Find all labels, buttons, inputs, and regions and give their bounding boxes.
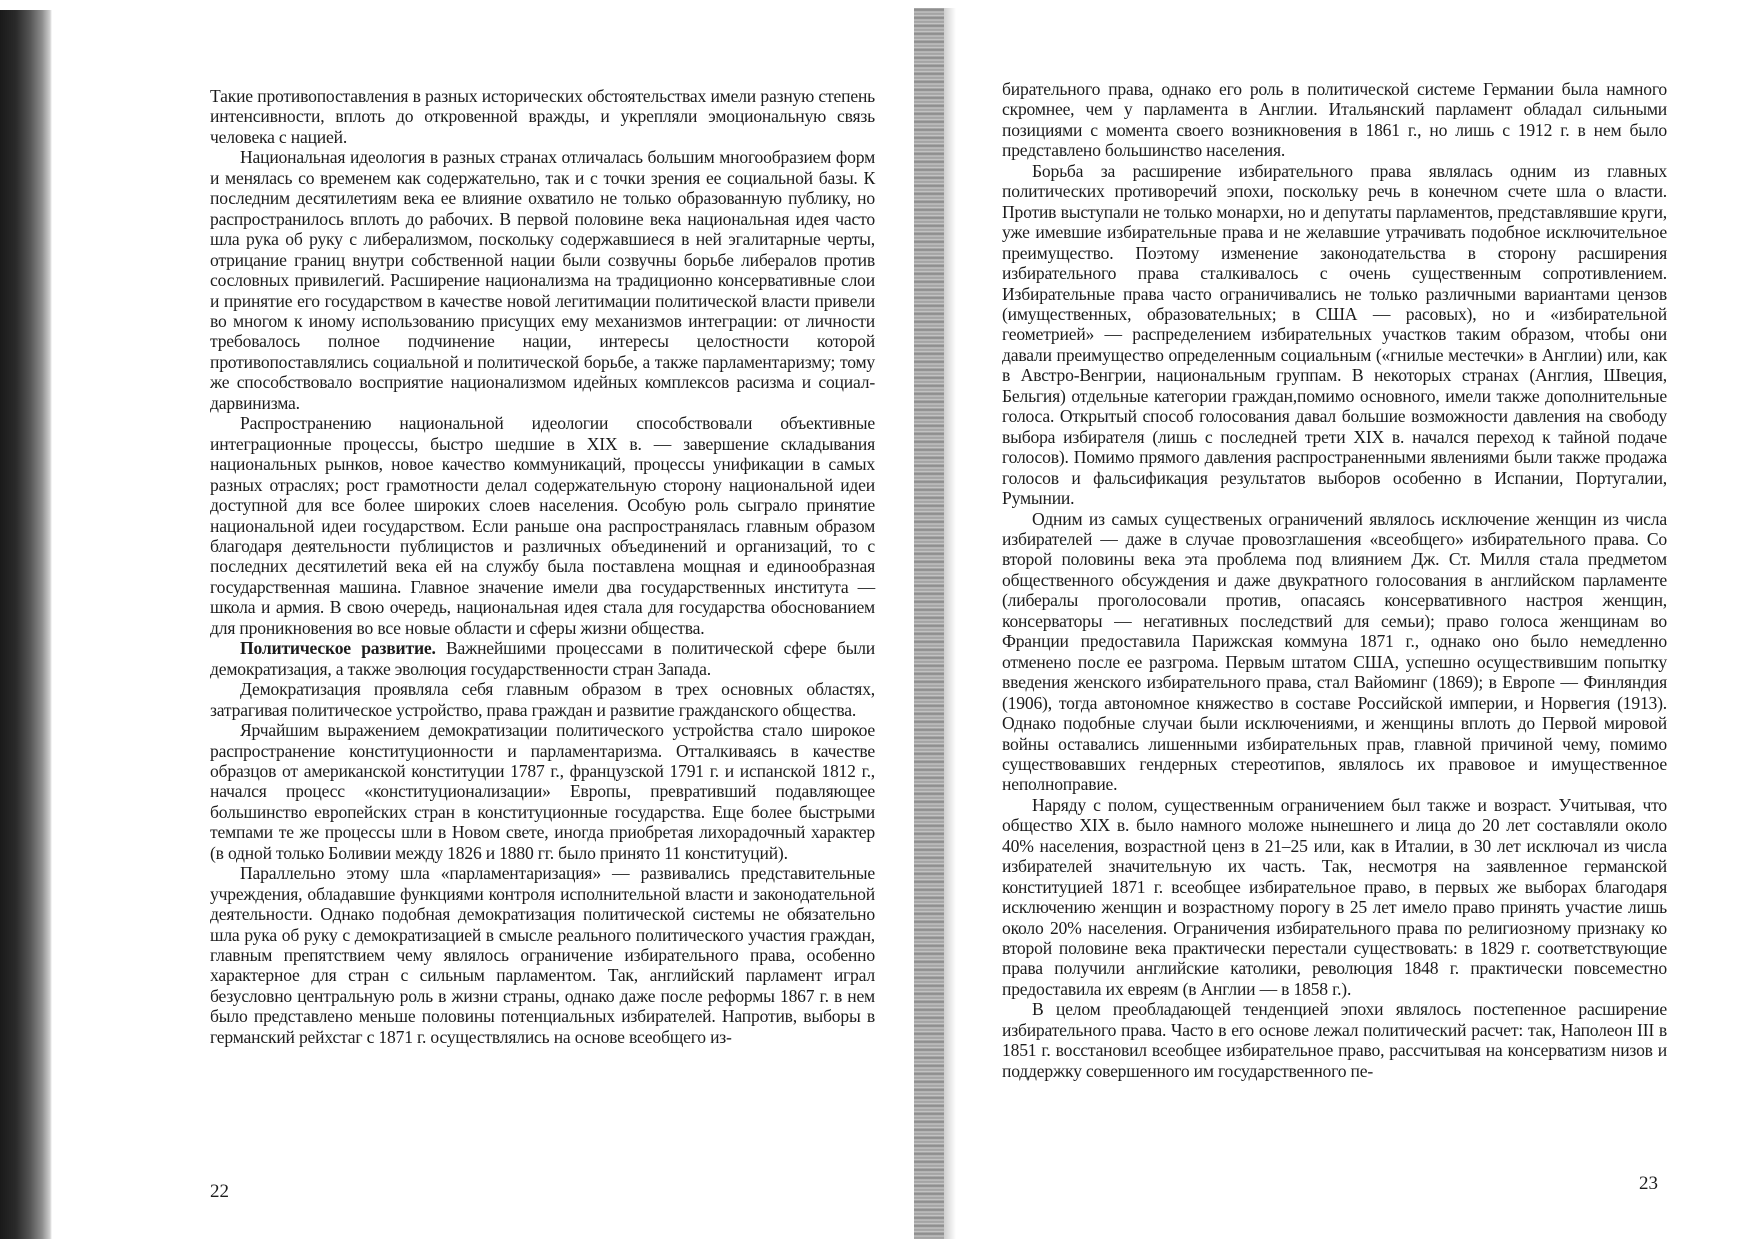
- right-text-column: [1002, 79, 1667, 1081]
- left-text-column: [210, 86, 875, 1047]
- paragraph: В целом преобладающей тенденцией эпохи являлось постепенное расширение избирательного права. Часто в его основе лежал политический расчет: так, Наполеон III в 1851 г. восстановил всеобщее избирательное право, рассчитывая на консерватизм низов и поддержку совершенного им государственного пе-: [1002, 999, 1667, 1081]
- paragraph: Борьба за расширение избирательного права являлась одним из главных политических противоречий эпохи, поскольку речь в конечном счете шла о власти. Против выступали не только монархи, но и депутаты парламентов, представлявшие круги, уже имевшие избирательные права и не желавшие утрачивать подобное исключительное преимущество. Поэтому изменение законодательства в сторону расширения избирательного права сталкивалось с очень существенным сопротивлением. Избирательные права часто ограничивались не только различными вариантами цензов (имущественных, образовательных; в США — расовых), но и «избирательной геометрией» — распределением избирательных участков таким образом, чтобы они давали преимущество определенным социальным («гнилые местечки» в Англии) или, как в Австро-Венгрии, национальным группам. В некоторых странах (Англия, Швеция, Бельгия) отдельные категории граждан,помимо основного, имели также дополнительные голоса. Открытый способ голосования давал большие возможности давления на свободу выбора избирателя (лишь с последней трети XIX в. начался переход к тайной подаче голосов). Помимо прямого давления распространенными явлениями были также продажа голосов и фальсификация результатов выборов особенно в Испании, Португалии, Румынии.: [1002, 160, 1667, 509]
- paragraph: бирательного права, однако его роль в политической системе Германии была намного скромнее, чем у парламента в Англии. Итальянский парламент обладал сильными позициями с момента своего возникновения в 1861 г., но лишь с 1912 г. в нем было представлено большинство населения.: [1002, 79, 1667, 161]
- left-page: [52, 0, 914, 1239]
- paragraph: Одним из самых существеных ограничений являлось исключение женщин из числа избирателей — даже в случае провозглашения «всеобщего» избирательного права. Со второй половины века эта проблема под влиянием Дж. Ст. Милля стала предметом общественного обсуждения и даже двукратного голосования в английском парламенте (либералы проголосовали против, опасаясь консервативного настроя женщин, консерваторы — негативных последствий для семьи); право голоса женщинам во Франции предоставила Парижская коммуна 1871 г., однако оно было немедленно отменено после ее разгрома. Первым штатом США, успешно осуществившим попытку введения женского избирательного права, стал Вайоминг (1869); в Европе — Финляндия (1906), тогда автономное княжество в составе Российской империи, и Норвегия (1913). Однако подобные случаи были исключениями, и женщины вплоть до Первой мировой войны оставались лишенными избирательных прав, главной причиной чему, помимо существовавших гендерных стереотипов, являлось их правовое и имущественное неполноправие.: [1002, 508, 1667, 795]
- page-number-right: 23: [1639, 1173, 1658, 1194]
- right-page: [956, 0, 1754, 1239]
- paragraph: Демократизация проявляла себя главным образом в трех основных областях, затрагивая политическое устройство, права граждан и развитие гражданского общества.: [210, 679, 875, 720]
- paragraph: Параллельно этому шла «парламентаризация» — развивались представительные учреждения, обладавшие функциями контроля исполнительной власти и законодательной деятельности. Однако подобная демократизация политической системы не обязательно шла рука об руку с демократизацией в смысле реального политического участия граждан, главным препятствием чему являлось ограничение избирательного права, особенно характерное для стран с сильным парламентом. Так, английский парламент играл безусловно центральную роль в жизни страны, однако даже после реформы 1867 г. в нем было представлено меньше половины потенциальных избирателей. Напротив, выборы в германский рейхстаг с 1871 г. осуществлялись на основе всеобщего из-: [210, 863, 875, 1047]
- section-heading: Политическое развитие.: [240, 638, 436, 659]
- paragraph: Ярчайшим выражением демократизации политического устройства стало широкое распространение конституционности и парламентаризма. Отталкиваясь в качестве образцов от американской конституции 1787 г., французской 1791 г. и испанской 1812 г., начался процесс «конституционализации» Европы, превративший подавляющее большинство европейских стран в конституционные государства. Еще более быстрыми темпами те же процессы шли в Новом свете, иногда приобретая лихорадочный характер (в одной только Боливии между 1826 и 1880 гг. было принято 11 конституций).: [210, 720, 875, 863]
- scan-shadow-left: [0, 10, 52, 1239]
- paragraph: Наряду с полом, существенным ограничением был также и возраст. Учитывая, что общество XIX в. было намного моложе нынешнего и лица до 20 лет составляли около 40% населения, возрастной ценз в 21–25 или, как в Италии, в 30 лет исключал из числа избирателей значительную их часть. Так, несмотря на заявленное германской конституцией 1871 г. всеобщее избирательное право, в первых же выборах благодаря исключению женщин и возрастному порогу в 25 лет имело право принять участие лишь около 20% населения. Ограничения избирательного права по религиозному признаку ко второй половине века практически перестали существовать: в 1829 г. соответствующие права получили английские католики, революция 1848 г. практически повсеместно предоставила их евреям (в Англии — в 1858 г.).: [1002, 794, 1667, 999]
- paragraph: Распространению национальной идеологии способствовали объективные интеграционные процессы, быстро шедшие в XIX в. — завершение складывания национальных рынков, новое качество коммуникаций, процессы унификации в самых разных отраслях; рост грамотности делал содержательную сторону национальной идеи доступной для все более широких слоев населения. Особую роль сыграло принятие национальной идеи государством. Если раньше она распространялась главным образом благодаря деятельности публицистов и различных объединений и организаций, то с последних десятилетий века ей на службу была поставлена мощная и единообразная государственная машина. Главное значение имели два государственных института — школа и армия. В свою очередь, национальная идея стала для государства обоснованием для проникновения во все новые области и сферы жизни общества.: [210, 413, 875, 638]
- paragraph: Национальная идеология в разных странах отличалась большим многообразием форм и менялась со временем как содержательно, так и с точки зрения ее социальной базы. К последним десятилетиям века ее влияние охватило не только образованную публику, но распространилось вплоть до рабочих. В первой половине века национальная идея часто шла рука об руку с либерализмом, поскольку содержавшиеся в ней эгалитарные черты, отрицание границ внутри собственной нации были созвучны борьбе либералов против сословных привилегий. Расширение национализма на традиционно консервативные слои и принятие его государством в качестве новой легитимации политической власти привели во многом к иному использованию присущих ему механизмов интеграции: от личности требовалось полное подчинение нации, интересы целостности которой противопоставлялись социальной и политической борьбе, а также парламентаризму; тому же способствовало восприятие национализмом идейных комплексов расизма и социал-дарвинизма.: [210, 147, 875, 413]
- gutter-shadow: [944, 8, 956, 1239]
- page-number-left: 22: [210, 1181, 229, 1202]
- paragraph: Такие противопоставления в разных исторических обстоятельствах имели разную степень интенсивности, вплоть до откровенной вражды, и укрепляли эмоциональную связь человека с нацией.: [210, 86, 875, 147]
- paragraph: Политическое развитие. Важнейшими процессами в политической сфере были демократизация, а также эволюция государственности стран Запада.: [210, 638, 875, 679]
- book-gutter: [914, 8, 944, 1239]
